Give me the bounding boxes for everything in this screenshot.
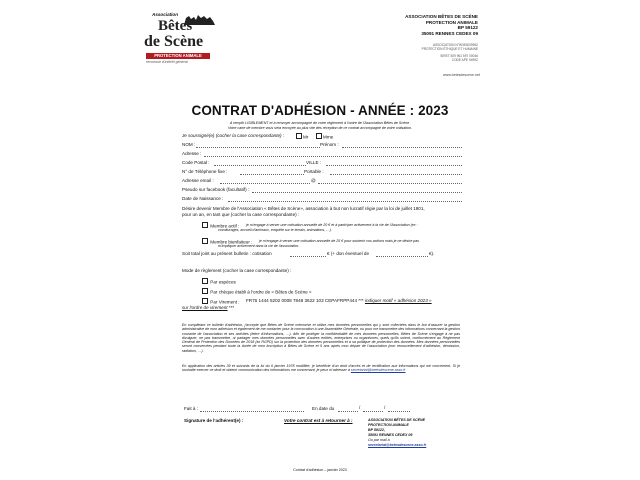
date-month-field[interactable]: [363, 411, 383, 412]
mr-label: Mr: [303, 134, 309, 140]
logo-name-line2: de Scène: [144, 33, 204, 50]
date-year-field[interactable]: [388, 411, 410, 412]
desire-line: Désire devenir Membre de l'Association « Bêtes de Scène», association à but non lucratif régie par la loi de juillet 1901,: [182, 206, 425, 211]
portable-field[interactable]: [330, 174, 462, 175]
date-separator: /: [384, 405, 386, 410]
date-day-field[interactable]: [338, 411, 358, 412]
header-org-line: BP 59122: [457, 25, 478, 31]
code-postal-label: Code Postal :: [182, 160, 210, 165]
fait-field[interactable]: [200, 411, 304, 412]
rights-paragraph-text: En application des articles 39 et suivants de la loi du 6 janvier 1978 modifiée, je bénéficie d'un droit d'accès et de rectification aux informations qui me concernent. Si je souhaite exercer ce droit et obtenir communication des informations me concernant, je peux m'adresser à: [182, 364, 460, 373]
mme-label: Mme: [323, 134, 334, 140]
code-postal-field[interactable]: [214, 165, 306, 166]
header-small-line: CODE APE 9499Z: [451, 57, 478, 62]
nom-label: NOM :: [182, 142, 196, 147]
mr-option[interactable]: [296, 133, 308, 140]
prenom-field[interactable]: [342, 147, 462, 148]
email-at-sign: @: [311, 178, 316, 183]
fait-label: Fait à :: [184, 406, 199, 411]
logo-association-text: Association: [152, 12, 179, 17]
virement-tail-text: sur l'ordre de virement: [182, 305, 228, 310]
logo-tagline: reconnue d'intérêt général: [146, 60, 188, 64]
return-address-line: Ou par mail à: [368, 438, 390, 442]
ville-label: VILLE :: [306, 160, 322, 165]
membre-bienfaiteur-label: Membre bienfaiteur :: [210, 239, 253, 245]
desire-line: [182, 212, 299, 217]
membre-actif-desc: je m'engage à verser une cotisation annuelle de 20 € et à participer activement à la vie de l'Association (ex :: [246, 222, 418, 227]
ville-field[interactable]: [326, 165, 462, 166]
adresse-field[interactable]: [204, 156, 462, 157]
email-user-field[interactable]: [220, 183, 310, 184]
email-domain-field[interactable]: [318, 183, 462, 184]
signature-label: Signature de l'adhérent(e) :: [184, 418, 244, 423]
total-don-label: € (+ don éventuel de: [327, 251, 370, 256]
page-title: CONTRAT D'ADHÉSION - ANNÉE : 2023: [191, 103, 449, 118]
virement-motif: indiquer motif « adhésion 2023 »: [364, 298, 432, 303]
header-website-link[interactable]: www.betesdescene.net: [443, 73, 480, 77]
membre-actif-desc: covoiturages, accueil d'animaux, enquête sur le terrain, animations, …).: [218, 228, 332, 232]
especes-label: Par espèces: [210, 279, 236, 285]
membre-actif-label: Membre actif :: [210, 223, 240, 229]
don-amount-field[interactable]: [376, 256, 428, 257]
return-address-line: PROTECTION ANIMALE: [368, 423, 409, 427]
date-separator: /: [359, 405, 361, 410]
cheque-option[interactable]: [202, 288, 312, 295]
return-address-line: ASSOCIATION BÊTES DE SCÈNE: [368, 418, 426, 422]
return-address-block: [368, 418, 426, 448]
iban-text: FR76 1444 5202 0008 7848 3622 103 CEPAFRPP444: [246, 298, 358, 303]
retour-label: Votre contrat est à retourner à :: [284, 418, 353, 423]
virement-details: [246, 298, 432, 303]
nom-field[interactable]: [196, 147, 320, 148]
header-org-line: ASSOCIATION BÊTES DE SCÈNE: [405, 14, 478, 19]
virement-label: Par Virement :: [210, 299, 240, 305]
mme-option[interactable]: [316, 133, 333, 140]
mme-checkbox[interactable]: [316, 133, 322, 139]
logo-band: PROTECTION ANIMALE: [146, 53, 210, 59]
rgpd-paragraph: En complétant ce bulletin d'adhésion, j'accepte que Bêtes de Scène mémorise et utilise mes données personnelles qui y sont collectées dans le but d'assurer la gestion administrative de mon adhésion et également de me contacter pour la convocation à une Assemblée Générale, ou pour me transmettre des informations concernant la gestion courante de l'association et ses activités (lettre d'informations, …). Afin de protéger la confidentialité de mes données personnelles, Bêtes de Scène s'engage à ne pas divulguer, ne pas transmettre, ni partager mes données personnelles avec d'autres entités, entreprises ou organismes, quels qu'ils soient, conformément au Règlement Général de Protection des Données de 2018 (loi RGPD) sur la protection des données personnelles et à sa politique de protection des données. Mes données personnelles seront conservées pendant toute la durée de mon inscription à Bêtes de Scène et 5 ans après mon départ de l'association (non renouvellement d'adhésion, démission, radiation, …).: [182, 323, 460, 353]
return-address-line: BP 59122,: [368, 428, 385, 432]
virement-tail: [182, 305, 234, 310]
cheque-checkbox[interactable]: [202, 288, 208, 294]
membre-bienfaiteur-checkbox[interactable]: [202, 238, 208, 244]
naissance-field[interactable]: [228, 201, 462, 202]
prenom-label: Prénom :: [320, 142, 339, 147]
virement-option[interactable]: [202, 298, 240, 305]
logo-name-line1: Bêtes: [158, 18, 193, 34]
intro-text: [0, 121, 640, 130]
header-org-line: PROTECTION ANIMALE: [425, 19, 478, 25]
adresse-label: Adresse :: [182, 151, 202, 156]
tel-fixe-field[interactable]: [240, 174, 304, 175]
rights-paragraph: [182, 364, 460, 373]
header-small-line: ASSOCIATION N°W353009962: [433, 43, 478, 47]
header-small-line: PROTECTION ÉTHIQUE ET HUMAINE: [421, 46, 478, 51]
return-email-link[interactable]: secretariat@betesdescene.asso.fr: [368, 443, 427, 447]
total-end-label: €).: [429, 251, 435, 256]
desire-line-text: pour un an, en tant que (cocher la case correspondante) :: [182, 212, 300, 217]
cotisation-amount-field[interactable]: [290, 256, 326, 257]
return-address-line: 35091 RENNES CEDEX 09: [368, 433, 413, 437]
naissance-label: Date de Naissance :: [182, 196, 224, 201]
header-registration-block: [422, 44, 478, 63]
virement-checkbox[interactable]: [202, 298, 208, 304]
especes-checkbox[interactable]: [202, 278, 208, 284]
total-label: Soit total joint au présent bulletin : cotisation: [182, 251, 272, 256]
rights-email-link[interactable]: secretariat@betesdescene.asso.fr: [350, 368, 406, 373]
portable-label: Portable :: [304, 169, 324, 174]
cheque-label: Par chèque établi à l'ordre de « Bêtes de Scène »: [210, 289, 312, 295]
date-label: En date du: [312, 406, 335, 411]
tel-fixe-label: N° de Téléphone fixe :: [182, 169, 228, 174]
intro-line: A remplir LISIBLEMENT et à renvoyer accompagné de votre règlement à l'ordre de l'Association Bêtes de Scène.: [229, 121, 411, 125]
intro-line: Votre carte de membre vous sera envoyée au plus vite dès réception de ce contrat accompagné de votre cotisation.: [227, 125, 413, 130]
header-organization-block: [405, 14, 478, 36]
virement-stars: ***: [358, 298, 364, 303]
header-small-line: SIRET 509 961 597 00046: [440, 53, 478, 58]
header-org-line: 35091 RENNES CEDEX 09: [421, 30, 478, 36]
membre-actif-checkbox[interactable]: [202, 222, 208, 228]
betes-de-scene-logo: [142, 12, 224, 70]
page-footer: Contrat d'adhésion – janvier 2023: [293, 468, 347, 472]
facebook-label: Pseudo sur facebook (facultatif) :: [182, 187, 250, 192]
membre-bienfaiteur-desc: m'impliquer activement dans la vie de l'association.: [218, 244, 300, 248]
email-label: Adresse email :: [182, 178, 214, 183]
reglement-label: Mode de règlement (cocher la case correspondante) :: [182, 268, 292, 273]
membre-bienfaiteur-desc: je m'engage à verser une cotisation annuelle de 25 € pour soutenir vos actions mais je ne désire pas: [259, 238, 420, 243]
soussigne-label: Je soussigné(e) (cocher la case correspondante) :: [182, 133, 285, 138]
virement-tail-stars: ***: [228, 305, 235, 310]
mr-checkbox[interactable]: [296, 133, 302, 139]
facebook-field[interactable]: [252, 192, 462, 193]
especes-option[interactable]: [202, 278, 236, 285]
